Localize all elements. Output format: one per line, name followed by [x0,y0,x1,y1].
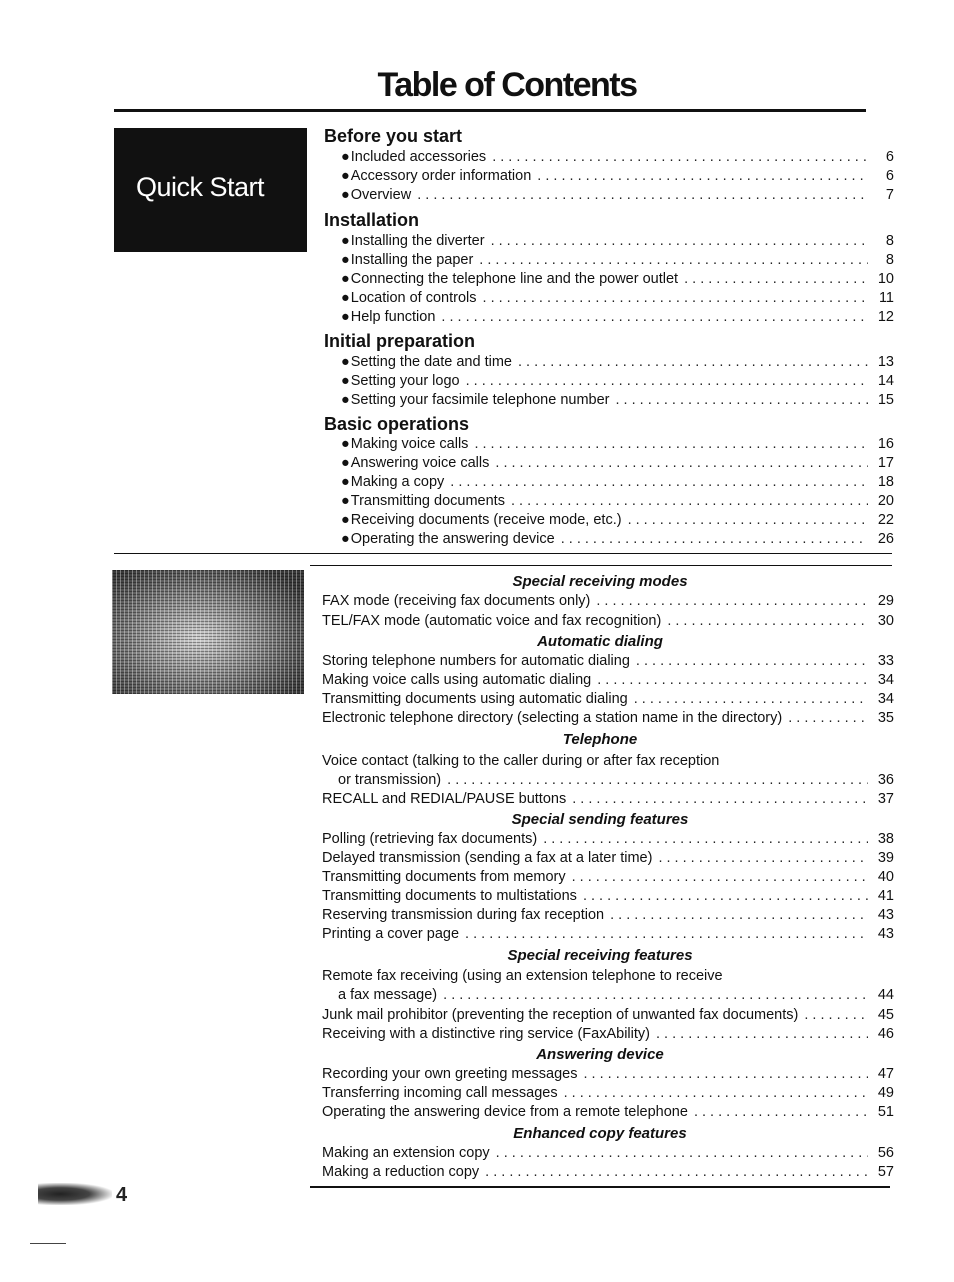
toc-entry[interactable]: TEL/FAX mode (automatic voice and fax recognition) . . . 30 [322,613,894,632]
toc-entry[interactable]: Electronic telephone directory (selecting a station name in the directory) . . . 35 [322,710,894,729]
section-divider-inner [310,565,892,566]
toc-entry[interactable]: ● Transmitting documents . . . 20 [341,493,894,512]
toc-entry[interactable]: Transmitting documents to multistations . . . 41 [322,888,894,907]
toc-entry[interactable]: Storing telephone numbers for automatic dialing . . . 33 [322,653,894,672]
toc-entry[interactable]: ● Setting your logo . . . 14 [341,373,894,392]
toc-entry[interactable]: Reserving transmission during fax reception . . . 43 [322,907,894,926]
title-rule [114,109,866,112]
subheading-automatic-dialing: Automatic dialing [537,633,663,650]
toc-entry[interactable]: Making a reduction copy . . . 57 [322,1164,894,1183]
subheading-special-receiving-modes: Special receiving modes [512,573,688,590]
subheading-special-receiving-features: Special receiving features [507,947,693,964]
section-thumbnail-image [112,570,304,694]
toc-entry[interactable]: ● Setting your facsimile telephone number . . . 15 [341,392,894,411]
subheading-special-sending-features: Special sending features [511,811,689,828]
toc-entry[interactable]: ● Installing the diverter . . . 8 [341,233,894,252]
toc-entry[interactable]: ● Overview . . . 7 [341,187,894,206]
toc-entry[interactable]: or transmission) . . . 36 [338,772,894,791]
page-marker-smudge [38,1183,112,1205]
toc-entry[interactable]: Making voice calls using automatic dialing . . . 34 [322,672,894,691]
toc-entry-first-line[interactable]: Remote fax receiving (using an extension telephone to receive [322,968,723,984]
heading-installation: Installation [324,210,420,230]
toc-entry[interactable]: ● Accessory order information . . . 6 [341,168,894,187]
toc-entry[interactable]: Receiving with a distinctive ring service (FaxAbility) . . . 46 [322,1026,894,1045]
toc-entry[interactable]: Operating the answering device from a remote telephone . . . 51 [322,1104,894,1123]
toc-entry[interactable]: ● Answering voice calls . . . 17 [341,455,894,474]
toc-entry[interactable]: ● Operating the answering device . . . 26 [341,531,894,550]
toc-entry[interactable]: Junk mail prohibitor (preventing the reception of unwanted fax documents) . . . 45 [322,1007,894,1026]
bottom-rule [310,1186,890,1188]
quick-start-label: Quick Start [136,172,265,202]
page-title: Table of Contents [377,66,637,104]
toc-entry[interactable]: FAX mode (receiving fax documents only) . . . 29 [322,593,894,612]
toc-entry[interactable]: Polling (retrieving fax documents) . . . 38 [322,831,894,850]
toc-entry[interactable]: ● Connecting the telephone line and the power outlet . . . 10 [341,271,894,290]
heading-basic-operations: Basic operations [324,414,470,434]
toc-entry[interactable]: Transferring incoming call messages . . . 49 [322,1085,894,1104]
subheading-telephone: Telephone [562,731,638,748]
subheading-answering-device: Answering device [536,1046,664,1063]
toc-entry[interactable]: Recording your own greeting messages . . . 47 [322,1066,894,1085]
toc-entry[interactable]: ● Setting the date and time . . . 13 [341,354,894,373]
page-number: 4 [116,1184,128,1206]
toc-entry-first-line[interactable]: Voice contact (talking to the caller during or after fax reception [322,753,720,769]
toc-entry[interactable]: ● Receiving documents (receive mode, etc.) . . . 22 [341,512,894,531]
toc-entry[interactable]: a fax message) . . . 44 [338,987,894,1006]
toc-entry[interactable]: ● Making a copy . . . 18 [341,474,894,493]
heading-initial-preparation: Initial preparation [324,331,476,351]
toc-entry[interactable]: Transmitting documents from memory . . . 40 [322,869,894,888]
toc-entry[interactable]: Printing a cover page . . . 43 [322,926,894,945]
quick-start-tab [114,128,307,252]
toc-entry[interactable]: ● Making voice calls . . . 16 [341,436,894,455]
heading-before-you-start: Before you start [324,126,463,146]
toc-entry[interactable]: RECALL and REDIAL/PAUSE buttons . . . 37 [322,791,894,810]
toc-entry[interactable]: Delayed transmission (sending a fax at a later time) . . . 39 [322,850,894,869]
section-divider [114,553,892,554]
toc-entry[interactable]: ● Installing the paper . . . 8 [341,252,894,271]
subheading-enhanced-copy-features: Enhanced copy features [513,1125,687,1142]
toc-entry[interactable]: ● Help function . . . 12 [341,309,894,328]
toc-entry[interactable]: ● Location of controls . . . 11 [341,290,894,309]
toc-entry[interactable]: Making an extension copy . . . 56 [322,1145,894,1164]
toc-entry[interactable]: Transmitting documents using automatic dialing . . . 34 [322,691,894,710]
footer-mark [30,1243,66,1244]
toc-entry[interactable]: ● Included accessories . . . 6 [341,149,894,168]
